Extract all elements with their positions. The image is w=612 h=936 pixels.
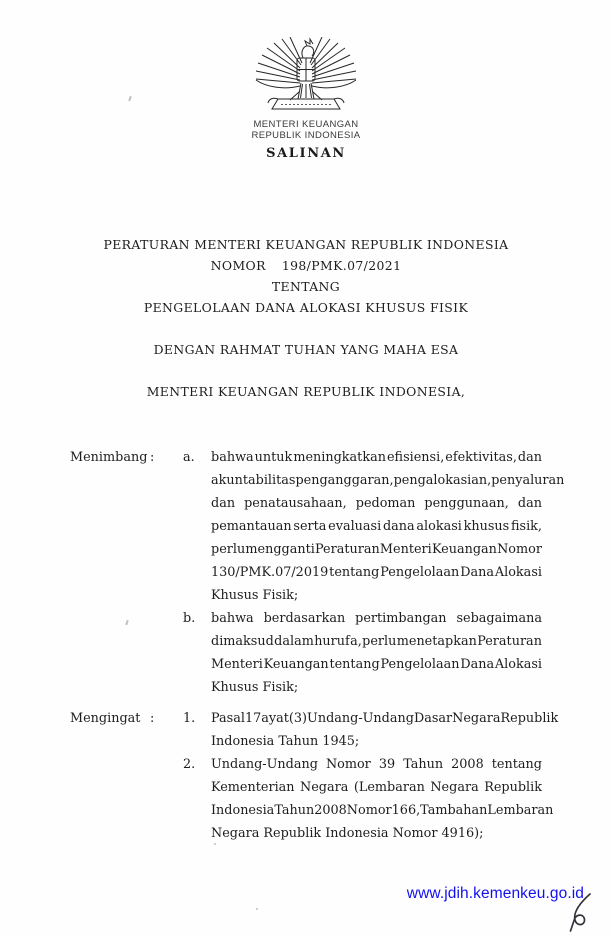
text-line: perlu mengganti Peraturan Menteri Keuangan Nomor (211, 542, 542, 557)
text-line: bahwa berdasarkan pertimbangan sebagaimana (211, 611, 542, 626)
scan-artifact (256, 908, 258, 910)
text-line: Menteri Keuangan tentang Pengelolaan Dana Alokasi (211, 657, 542, 672)
text-line: 130/PMK.07/2019 tentang Pengelolaan Dana Alokasi (211, 565, 542, 580)
legal-basis-items (183, 707, 559, 845)
regulation-number (0, 255, 612, 276)
text-line: Pasal 17 ayat (3) Undang-Undang Dasar Negara Republik (211, 711, 559, 726)
authority-line: MENTERI KEUANGAN REPUBLIK INDONESIA, (146, 384, 466, 399)
invocation-line: DENGAN RAHMAT TUHAN YANG MAHA ESA (153, 342, 459, 357)
ministry-name-line1: MENTERI KEUANGAN (253, 119, 359, 130)
text-line: pemantauan serta evaluasi dana alokasi khusus fisik, (211, 519, 542, 534)
scan-artifact (214, 843, 216, 845)
text-line: bahwa untuk meningkatkan efisiensi, efektivitas, dan (211, 450, 542, 465)
legal-basis-colon: : (150, 711, 155, 726)
list-item (183, 707, 559, 753)
number-label: NOMOR (210, 258, 266, 273)
ministry-name-line2: REPUBLIK INDONESIA (251, 130, 361, 141)
copy-stamp-label: SALINAN (266, 146, 346, 161)
about-label: TENTANG (271, 279, 341, 294)
jdih-watermark: www.jdih.kemenkeu.go.id (406, 885, 584, 902)
text-line: Khusus Fisik; (211, 680, 299, 695)
regulation-title: PERATURAN MENTERI KEUANGAN REPUBLIK INDONESIA (103, 237, 509, 252)
list-item (183, 753, 554, 845)
text-line: dimaksud dalam huruf a, perlu menetapkan Peraturan (211, 634, 542, 649)
list-item (183, 607, 544, 699)
handwritten-paraph-icon (566, 893, 594, 936)
text-line: Kementerian Negara (Lembaran Negara Republik (211, 780, 542, 795)
considerations-colon: : (150, 450, 155, 465)
garuda-pancasila-emblem-icon (0, 37, 612, 117)
text-line: Khusus Fisik; (211, 588, 299, 603)
list-item (183, 446, 565, 607)
item-marker: b. (183, 611, 196, 626)
title-block (0, 234, 612, 402)
considerations-label: Menimbang (70, 450, 148, 465)
scan-artifact (125, 620, 128, 625)
text-line: Indonesia Tahun 1945; (211, 734, 360, 749)
text-line: Negara Republik Indonesia Nomor 4916); (211, 826, 484, 841)
item-marker: a. (183, 450, 195, 465)
considerations-items (183, 446, 565, 699)
item-marker: 1. (183, 711, 196, 726)
legal-basis-label: Mengingat (70, 711, 141, 726)
text-line: Undang-Undang Nomor 39 Tahun 2008 tentang (211, 757, 542, 772)
number-value: 198/PMK.07/2021 (281, 258, 402, 273)
text-line: Indonesia Tahun 2008 Nomor 166, Tambahan Lembaran (211, 803, 554, 818)
text-line: akuntabilitas penganggaran, pengalokasian, penyaluran (211, 473, 565, 488)
item-marker: 2. (183, 757, 196, 772)
text-line: dan penatausahaan, pedoman penggunaan, dan (211, 496, 542, 511)
regulation-subject: PENGELOLAAN DANA ALOKASI KHUSUS FISIK (143, 300, 469, 315)
